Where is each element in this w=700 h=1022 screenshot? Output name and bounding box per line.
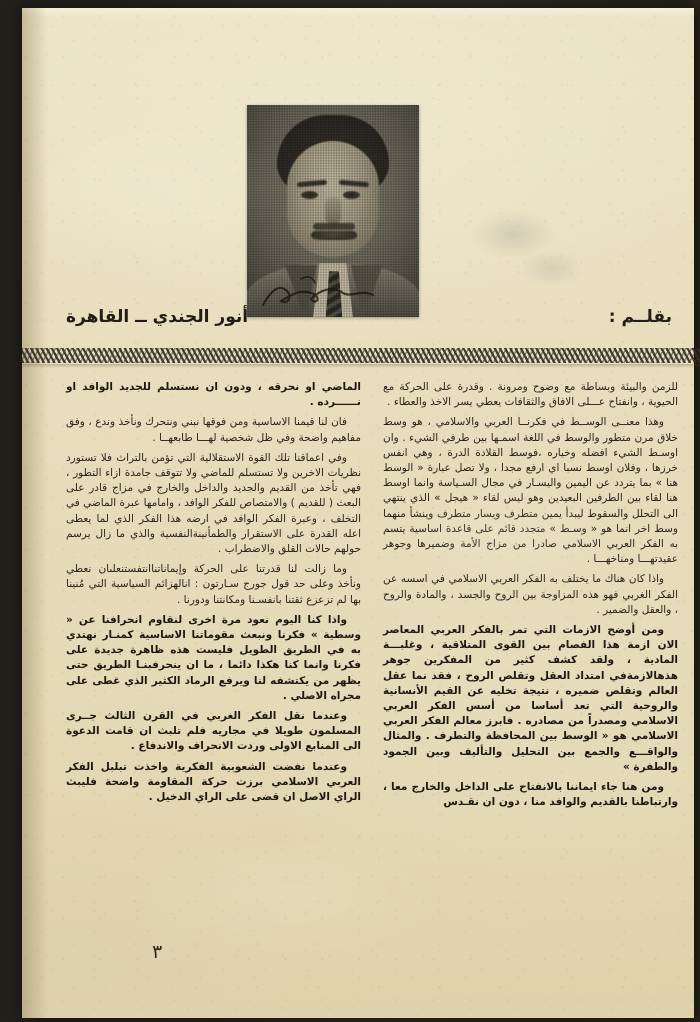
byline-label: بقلــم : [608,307,672,327]
paragraph: وعندما نفضت الشعوبية الفكرية واخذت تبلبل الفكر العربي الاسلامي برزت حركة المقاومة واضحة فليبث الراي الاصل ان قضى على الراي الدخيل . [66,760,361,804]
paragraph: وما زالت لنا قدرتنا على الحركة وإيماناتناانتفستنعلىان نعطي ونأخذ وعلى حد قول جورج سـارتون : انالهزائم السياسية التي مُنينا بها لم تزعزع ثقتنا بانفسـنا ومكانتنا ودورنا . [66,563,361,606]
text-column-left [66,380,361,940]
reverse-side-bleed-through [446,196,616,316]
paper-sheet [22,8,694,1018]
paragraph: وعندما نقل الفكر الغربي في القرن الثالث جــرى المسلمون طويلا في مجاريه فلم تلبث ان قامت الدعوة الى المنابع الاولى وردت الانحراف والاندفاع . [66,710,361,753]
paragraph: وهذا معنــى الوســط في فكرنــا العربي والاسلامي ، هو وسط خلاق مرن متطور والوسط في اللغة اسمـها بين طرفي الشيء . وان اوسـط الشيء افضله وخياره ،فوسط القلادة الدرة ، وهي انفس خرزها ، وفلان اوسط نسبا اي ارفع مجدا ، ولا تصل عبارة « الوسط هنا » بما يتردد عن اليمين واليسـار في مجال السـياسة وانما اوسط هنا لقاء بين الطرفين البعيدين وهو ليس لقاء « هيجل » الذي ينتهي الى التحلل والسقوط ليبدأ يمين متطرف ويسار متطرف وينشأ منهما وسط اخر انما هو « وسـط » متجدد قائم على قاعدة اساسية يتسم به الفكر العربي الاسلامي صادرا من مزاج الأمة وضميرها وجوهر عقيدتهـــا ومناخهـــا . [383,416,678,566]
byline [66,302,672,332]
text-column-right [383,380,678,940]
photo-frame [247,105,419,317]
paragraph: ومن أوضح الازمات التي تمر بالفكر العربي المعاصر الان ازمة هذا الفصام بين القوى المتلاقية ، وغلبـــة المادية ، ولقد كشف كثير من المفكرين جوهر هذهالازمةفي امتداد العقل وتقلص الروح ، فقد نما عقل العالم وتقلص ضميره ، نتيجة تخليه عن القيم الأنسانية والروحية التي تعد أساسا من أسس الفكر العربي الاسلامي ومصدراً من مصادره . فابرز معالم الفكر العربي الاسلامي هو « الوسط بين المحافظة والتطرف . والمثال والواقـــع والجمع بين التحليل والتأليف وبين الجمود والطفرة » [383,624,678,773]
photo-mustache [313,223,355,230]
paper-top-edge [22,8,694,18]
paragraph: واذا كنا اليوم نعود مرة اخرى لنقاوم انحرافنا عن « وسطية » فكرنا ونبعث مقوماتنا الاساسية كمنـار نهتدي به في الطريق الطويل فليست هذه ظاهرة جديدة على فكرنا وانما كنا هكذا دائما ، ما ان ينحرفبنـا الطريق حتى يظهر من يكتشفه لنا ويرفع الرماد الكثير الذي غطى على مجراه الاصلي . [66,613,361,702]
photo-eye-right [343,191,360,199]
paragraph: واذا كان هناك ما يختلف به الفكر العربي الاسلامي في اسسه عن الفكر الغربي فهو هذه المزاوجة بين الروح والجسد ، والمادة والروح ، والعقل والضمير . [383,573,678,616]
paragraph: الماضي او نحرقه ، ودون ان نستسلم للجديد الوافد او نــــــرده . [66,381,361,409]
page-number: ٣ [152,941,163,963]
photo-nose [325,197,341,225]
author-portrait [247,105,419,317]
paragraph: فان لنا قيمنا الاساسية ومن فوقها نبني ونتحرك ونأخذ وندع ، وفق مفاهيم واضحة وفي ظل شخصية لهـــا طابعهــا . [66,416,361,444]
photo-eye-left [301,191,318,199]
article-body [66,380,678,940]
paragraph: وفي اعماقنا تلك القوة الاستقلالية التي تؤمن بالتراث فلا تستورد نظريات الاخرين ولا تستسلم للماضي ولا تتوقف جامدة ازاء التطور ، فهي تأخذ من القديم والجديد والداخل والخارج في مزاج قادر على البعث ( للقديم ) والامتصاص للفكر الوافد ، وامامها عبرة الماضي في التخلف ، وعبرة الفكر الوافد في ارضه هذا الفكر الذي لما يعطى اعله القدرة على الاستقرار والطمأنينةالنفسية والذي ما زال يرسم حولهم حالات القلق والاضطراب . [66,451,361,556]
binding-fold-shadow [22,8,48,1018]
decorative-hatched-rule [22,348,700,363]
decorative-rule-shadow [22,364,700,368]
paragraph: ومن هنا جاء ايماننا بالانفتاح على الداخل والخارج معا ، وارتباطنا بالقديم والوافد منا ، دون ان نقـدس [383,781,678,809]
byline-author-name: أنور الجندي ــ القاهرة [66,307,249,327]
photo-mouth [311,231,357,240]
paragraph: للزمن والبيئة وبساطة مع وضوح ومرونة . وقدرة على الحركة مع الحيوية ، وانفتاح عـــلى الافاق والثقافات يعطي يسر الاخذ والعطاء . [383,381,678,409]
